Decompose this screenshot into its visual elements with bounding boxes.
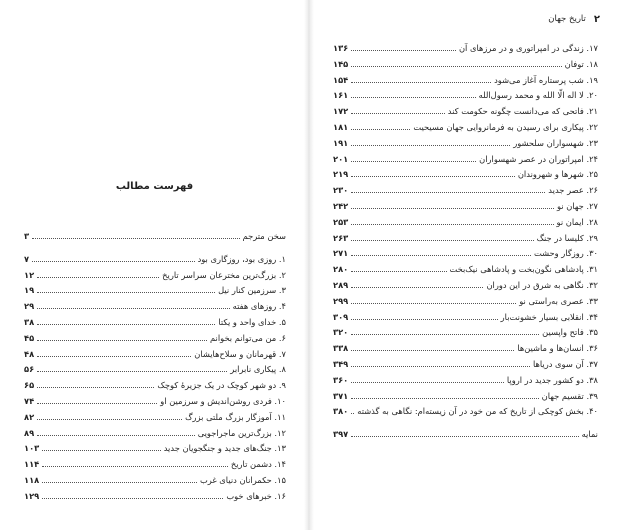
- toc-entry[interactable]: [24, 491, 286, 501]
- toc-entry-page: ۴۵: [24, 332, 35, 343]
- dot-leader: [32, 260, 194, 262]
- dot-leader: [351, 270, 446, 272]
- toc-entry[interactable]: [24, 412, 286, 422]
- toc-entry-page: ۳۳۸: [333, 343, 349, 354]
- dot-leader: [351, 333, 539, 335]
- dot-leader: [351, 96, 475, 98]
- dot-leader: [42, 497, 223, 499]
- toc-entry-page: ۵۶: [24, 364, 35, 375]
- toc-entry-title: ۲۱. فاتحی که می‌دانست چگونه حکومت کند: [447, 106, 598, 117]
- toc-entry[interactable]: [24, 231, 286, 241]
- dot-leader: [351, 435, 578, 437]
- toc-entry-page: ۲۹۹: [333, 295, 349, 306]
- dot-leader: [37, 370, 227, 372]
- dot-leader: [351, 239, 533, 241]
- toc-entry[interactable]: [333, 391, 598, 401]
- dot-leader: [351, 191, 545, 193]
- toc-entry-page: ۱۴۵: [333, 58, 349, 69]
- toc-entry-title: ۲۹. کلیسا در جنگ: [536, 232, 598, 243]
- dot-leader: [351, 112, 445, 114]
- toc-entry[interactable]: [333, 359, 598, 369]
- toc-entry-page: ۲۸۹: [333, 279, 349, 290]
- toc-title: فهرست مطالب: [115, 181, 194, 192]
- dot-leader: [351, 318, 497, 320]
- toc-entry[interactable]: [333, 280, 598, 290]
- toc-entry-page: ۳۹۷: [333, 429, 349, 440]
- toc-entry-title: نمایه: [581, 429, 598, 440]
- toc-entry[interactable]: [24, 349, 286, 359]
- toc-entry[interactable]: [24, 459, 286, 469]
- toc-entry-page: ۳۷۱: [333, 390, 349, 401]
- toc-entry-page: ۲۳۰: [333, 185, 349, 196]
- toc-entry-page: ۱۳۶: [333, 43, 349, 53]
- toc-entry[interactable]: [333, 106, 598, 116]
- toc-entry[interactable]: [333, 375, 598, 385]
- toc-entry-title: ۷. قهرمانان و سلاح‌هایشان: [194, 348, 286, 359]
- dot-leader: [351, 49, 456, 51]
- toc-entry-title: ۳۲. نگاهی به شرق در این دوران: [486, 279, 598, 290]
- dot-leader: [37, 418, 182, 420]
- dot-leader: [351, 349, 514, 351]
- toc-entry[interactable]: [333, 217, 598, 227]
- dot-leader: [351, 381, 504, 383]
- toc-entry[interactable]: [333, 122, 598, 132]
- toc-entry-page: ۸۲: [24, 411, 35, 422]
- dot-leader: [351, 160, 476, 162]
- toc-entry[interactable]: [333, 154, 598, 164]
- running-header: [330, 12, 600, 26]
- toc-entry-title: ۳۰. روزگار وحشت: [533, 248, 598, 259]
- toc-entry[interactable]: [333, 296, 598, 306]
- toc-entry-page: ۲۶۳: [333, 232, 349, 243]
- toc-entry-page: ۲۷۱: [333, 248, 349, 259]
- toc-entry-page: ۱۷۲: [333, 106, 349, 117]
- toc-entry[interactable]: [333, 185, 598, 195]
- toc-entry[interactable]: [24, 364, 286, 374]
- toc-list-right: [333, 43, 598, 445]
- toc-entry-page: ۲۵۳: [333, 216, 349, 227]
- toc-entry-title: ۱۸. توفان: [564, 58, 598, 69]
- dot-leader: [351, 128, 410, 130]
- toc-entry[interactable]: [24, 475, 286, 485]
- toc-entry-page: ۶۵: [24, 380, 35, 391]
- toc-entry-title: ۳. سرزمین کنار نیل: [218, 285, 286, 296]
- toc-entry[interactable]: [24, 270, 286, 280]
- toc-entry[interactable]: [333, 90, 598, 100]
- dot-leader: [351, 144, 510, 146]
- toc-entry[interactable]: [333, 327, 598, 337]
- dot-leader: [37, 386, 154, 388]
- dot-leader: [351, 412, 354, 414]
- toc-entry[interactable]: [24, 333, 286, 343]
- toc-entry-title: ۱۱. آموزگار بزرگ ملتی بزرگ: [185, 411, 286, 422]
- page-number: ۲: [593, 13, 600, 25]
- toc-entry-title: ۲۴. امپراتوران در عصر شهسواران: [479, 153, 598, 164]
- toc-entry[interactable]: [24, 317, 286, 327]
- toc-entry-title: ۱۶. خبرهای خوب: [226, 490, 286, 501]
- toc-entry-page: ۱۸۱: [333, 121, 349, 132]
- toc-entry[interactable]: [333, 201, 598, 211]
- toc-entry-title: ۳۱. پادشاهی نگون‌بخت و پادشاهی نیک‌بخت: [449, 264, 598, 275]
- toc-entry[interactable]: [24, 443, 286, 453]
- toc-entry-title: ۳۹. تقسیم جهان: [541, 390, 598, 401]
- toc-entry[interactable]: [333, 169, 598, 179]
- toc-entry[interactable]: [24, 254, 286, 264]
- dot-leader: [351, 286, 483, 288]
- toc-entry-page: ۱۹: [24, 285, 35, 296]
- toc-entry-title: ۳۵. فاتح واپسین: [542, 327, 598, 338]
- toc-entry-title: ۳۸. دو کشور جدید در اروپا: [506, 374, 598, 385]
- toc-entry-page: ۷: [24, 253, 30, 264]
- toc-entry-title: ۲۳. شهسواران سلحشور: [513, 137, 598, 148]
- dot-leader: [351, 207, 554, 209]
- toc-entry-page: ۲۴۲: [333, 200, 349, 211]
- toc-entry-title: سخن مترجم: [242, 231, 286, 241]
- toc-entry[interactable]: [24, 428, 286, 438]
- toc-entry-page: ۷۴: [24, 395, 35, 406]
- dot-leader: [351, 81, 491, 83]
- dot-leader: [42, 465, 228, 467]
- toc-entry-title: ۱. روزی بود، روزگاری بود: [197, 253, 286, 264]
- toc-entry[interactable]: [333, 264, 598, 274]
- toc-entry-page: ۱۱۸: [24, 474, 40, 485]
- toc-entry[interactable]: [24, 285, 286, 295]
- dot-leader: [351, 302, 516, 304]
- toc-entry-title: ۱۹. شب پرستاره آغاز می‌شود: [494, 74, 598, 85]
- toc-entry-page: ۲۸۰: [333, 264, 349, 275]
- toc-entry-title: ۲۲. پیکاری برای رسیدن به فرمانروایی جهان مسیحیت: [413, 121, 598, 132]
- toc-entry-page: ۱۲: [24, 269, 35, 280]
- toc-entry-title: ۹. دو شهر کوچک در یک جزیرهٔ کوچک: [157, 380, 286, 391]
- toc-entry-page: ۱۰۳: [24, 443, 40, 454]
- dot-leader: [37, 276, 159, 278]
- toc-entry[interactable]: [333, 312, 598, 322]
- dot-leader: [37, 402, 157, 404]
- toc-entry-page: ۴۸: [24, 348, 35, 359]
- toc-entry-title: ۱۴. دشمن تاریخ: [230, 459, 286, 470]
- toc-entry-title: ۳۴. انقلابی بسیار خشونت‌بار: [500, 311, 598, 322]
- dot-leader: [351, 397, 538, 399]
- dot-leader: [37, 307, 230, 309]
- toc-entry-page: ۳۲۰: [333, 327, 349, 338]
- dot-leader: [351, 175, 515, 177]
- dot-leader: [42, 481, 197, 483]
- toc-entry-title: ۲۰. لا اله الّا الله و محمد رسول‌الله: [478, 90, 598, 101]
- toc-entry-page: ۳۴۹: [333, 358, 349, 369]
- toc-entry-title: ۱۰. فردی روشن‌اندیش و سرزمین او: [160, 395, 286, 406]
- dot-leader: [37, 323, 215, 325]
- toc-entry-title: ۳۷. آن سوی دریاها: [532, 358, 598, 369]
- toc-entry-title: ۴۰. بخش کوچکی از تاریخ که من خود در آن زیسته‌ام: نگاهی به گذشته: [357, 406, 598, 417]
- dot-leader: [37, 355, 191, 357]
- toc-entry-title: ۵. خدای واحد و یکتا: [218, 316, 286, 327]
- toc-entry-page: ۳۶۰: [333, 374, 349, 385]
- toc-entry[interactable]: [333, 248, 598, 258]
- toc-entry-page: ۸۹: [24, 427, 35, 438]
- toc-entry-title: ۱۵. حکمرانان دنیای غرب: [199, 474, 286, 485]
- toc-entry-page: ۳۸۰: [333, 406, 349, 417]
- toc-entry-page: ۳۰۹: [333, 311, 349, 322]
- toc-entry-title: ۱۳. جنگ‌های جدید و جنگجویان جدید: [163, 443, 286, 454]
- toc-entry[interactable]: [24, 396, 286, 406]
- toc-entry-page: ۱۱۴: [24, 459, 40, 470]
- toc-entry-title: ۱۷. زندگی در امپراتوری و در مرزهای آن: [458, 43, 598, 53]
- dot-leader: [351, 65, 561, 67]
- book-gutter: [304, 0, 314, 530]
- toc-entry[interactable]: [333, 233, 598, 243]
- toc-entry-page: ۱۶۱: [333, 90, 349, 101]
- toc-entry-title: ۲۶. عصر جدید: [548, 185, 598, 196]
- dot-leader: [351, 223, 553, 225]
- dot-leader: [351, 365, 530, 367]
- toc-entry[interactable]: [24, 380, 286, 390]
- dot-leader: [37, 434, 195, 436]
- toc-entry[interactable]: [333, 138, 598, 148]
- toc-entry-page: ۲۱۹: [333, 169, 349, 180]
- toc-entry-title: ۲۷. جهان نو: [556, 200, 598, 211]
- toc-list-left: [24, 231, 286, 507]
- toc-entry[interactable]: [333, 43, 598, 53]
- toc-entry[interactable]: [333, 343, 598, 353]
- toc-entry-page: ۱۲۹: [24, 490, 40, 501]
- toc-entry[interactable]: [333, 406, 598, 416]
- toc-entry-title: ۴. روزهای هفته: [232, 301, 286, 312]
- toc-entry[interactable]: [333, 75, 598, 85]
- toc-entry-title: ۸. پیکاری نابرابر: [230, 364, 286, 375]
- toc-entry-title: ۲۸. ایمان نو: [556, 216, 598, 227]
- toc-entry-page: ۲۹: [24, 301, 35, 312]
- toc-entry-title: ۳۶. انسان‌ها و ماشین‌ها: [517, 343, 598, 354]
- dot-leader: [32, 237, 239, 239]
- toc-entry-page: ۳۸: [24, 316, 35, 327]
- toc-entry-page: ۳: [24, 231, 30, 241]
- toc-entry-title: ۲. بزرگ‌ترین مخترعان سراسر تاریخ: [162, 269, 286, 280]
- book-title: تاریخ جهان: [548, 14, 586, 24]
- toc-entry-title: ۳۳. عصری به‌راستی نو: [519, 295, 598, 306]
- dot-leader: [37, 291, 215, 293]
- toc-entry[interactable]: [24, 301, 286, 311]
- toc-entry-page: ۱۹۱: [333, 137, 349, 148]
- dot-leader: [37, 339, 207, 341]
- toc-entry-title: ۲۵. شهرها و شهروندان: [517, 169, 598, 180]
- dot-leader: [351, 254, 531, 256]
- toc-entry-title: ۱۲. بزرگ‌ترین ماجراجویی: [197, 427, 286, 438]
- toc-entry-page: ۱۵۴: [333, 74, 349, 85]
- toc-entry[interactable]: [333, 59, 598, 69]
- toc-entry-page: ۲۰۱: [333, 153, 349, 164]
- toc-entry[interactable]: [333, 429, 598, 439]
- dot-leader: [42, 449, 161, 451]
- toc-entry-title: ۶. من می‌توانم بخوانم: [210, 332, 286, 343]
